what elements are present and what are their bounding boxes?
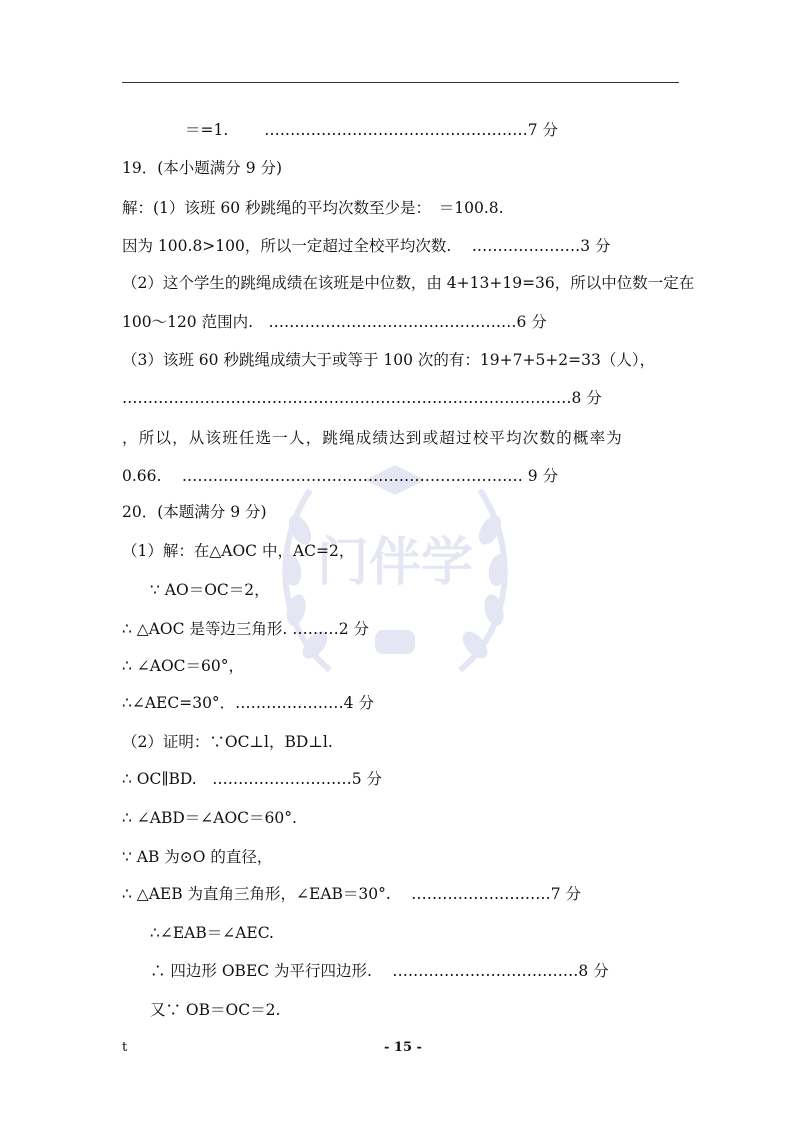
text-line: ∵ AO＝OC＝2， [150,581,270,599]
text-line: ……………………………………………………………………………8 分 [122,389,602,407]
page-number: - 15 - [384,1040,422,1055]
header-rule [122,82,679,83]
text-line: ∴ △AEB 为直角三角形，∠EAB＝30°. ………………………7 分 [122,885,582,903]
text-line: 解：(1）该班 60 秒跳绳的平均次数至少是： ＝100.8. [122,199,504,217]
text-line: ∴ OC∥BD. ………………………5 分 [122,770,382,788]
text-line: ∴ ∠AOC＝60°， [122,657,245,675]
text-line: ∴∠EAB＝∠AEC. [150,924,274,942]
text-line: ，所以，从该班任选一人，跳绳成绩达到或超过校平均次数的概率为 [122,429,624,447]
section-heading: 20．(本题满分 9 分) [122,503,267,521]
text-line: ∴ △AOC 是等边三角形. ………2 分 [122,620,370,638]
section-heading: 19．(本小题满分 9 分) [122,159,283,177]
text-line: ∵ AB 为⊙O 的直径， [122,848,273,866]
text-line: ＝=1. ……………………………………………7 分 [185,121,558,139]
text-line: ∴ ∠ABD＝∠AOC＝60°. [122,809,297,827]
text-line: ∴∠AEC=30°．…………………4 分 [122,694,374,712]
text-line: 100～120 范围内. …………………………………………6 分 [122,313,547,331]
text-line: 因为 100.8>100，所以一定超过全校平均次数. …………………3 分 [122,237,611,255]
watermark-text: 门伴学 [316,533,474,593]
text-line: ∴ 四边形 OBEC 为平行四边形. ………………………………8 分 [150,962,609,980]
text-line: （2）这个学生的跳绳成绩在该班是中位数，由 4+13+19=36，所以中位数一定在 [122,274,695,292]
text-line: 0.66. ………………………………………………………… 9 分 [122,467,559,485]
text-line: 又∵ OB＝OC＝2. [150,1001,281,1019]
footer-mark: t [122,1040,128,1055]
text-line: （3）该班 60 秒跳绳成绩大于或等于 100 次的有：19+7+5+2=33（人）， [122,351,656,369]
text-line: （1）解：在△AOC 中，AC=2， [122,542,355,560]
text-line: （2）证明：∵OC⊥l，BD⊥l. [122,733,333,751]
